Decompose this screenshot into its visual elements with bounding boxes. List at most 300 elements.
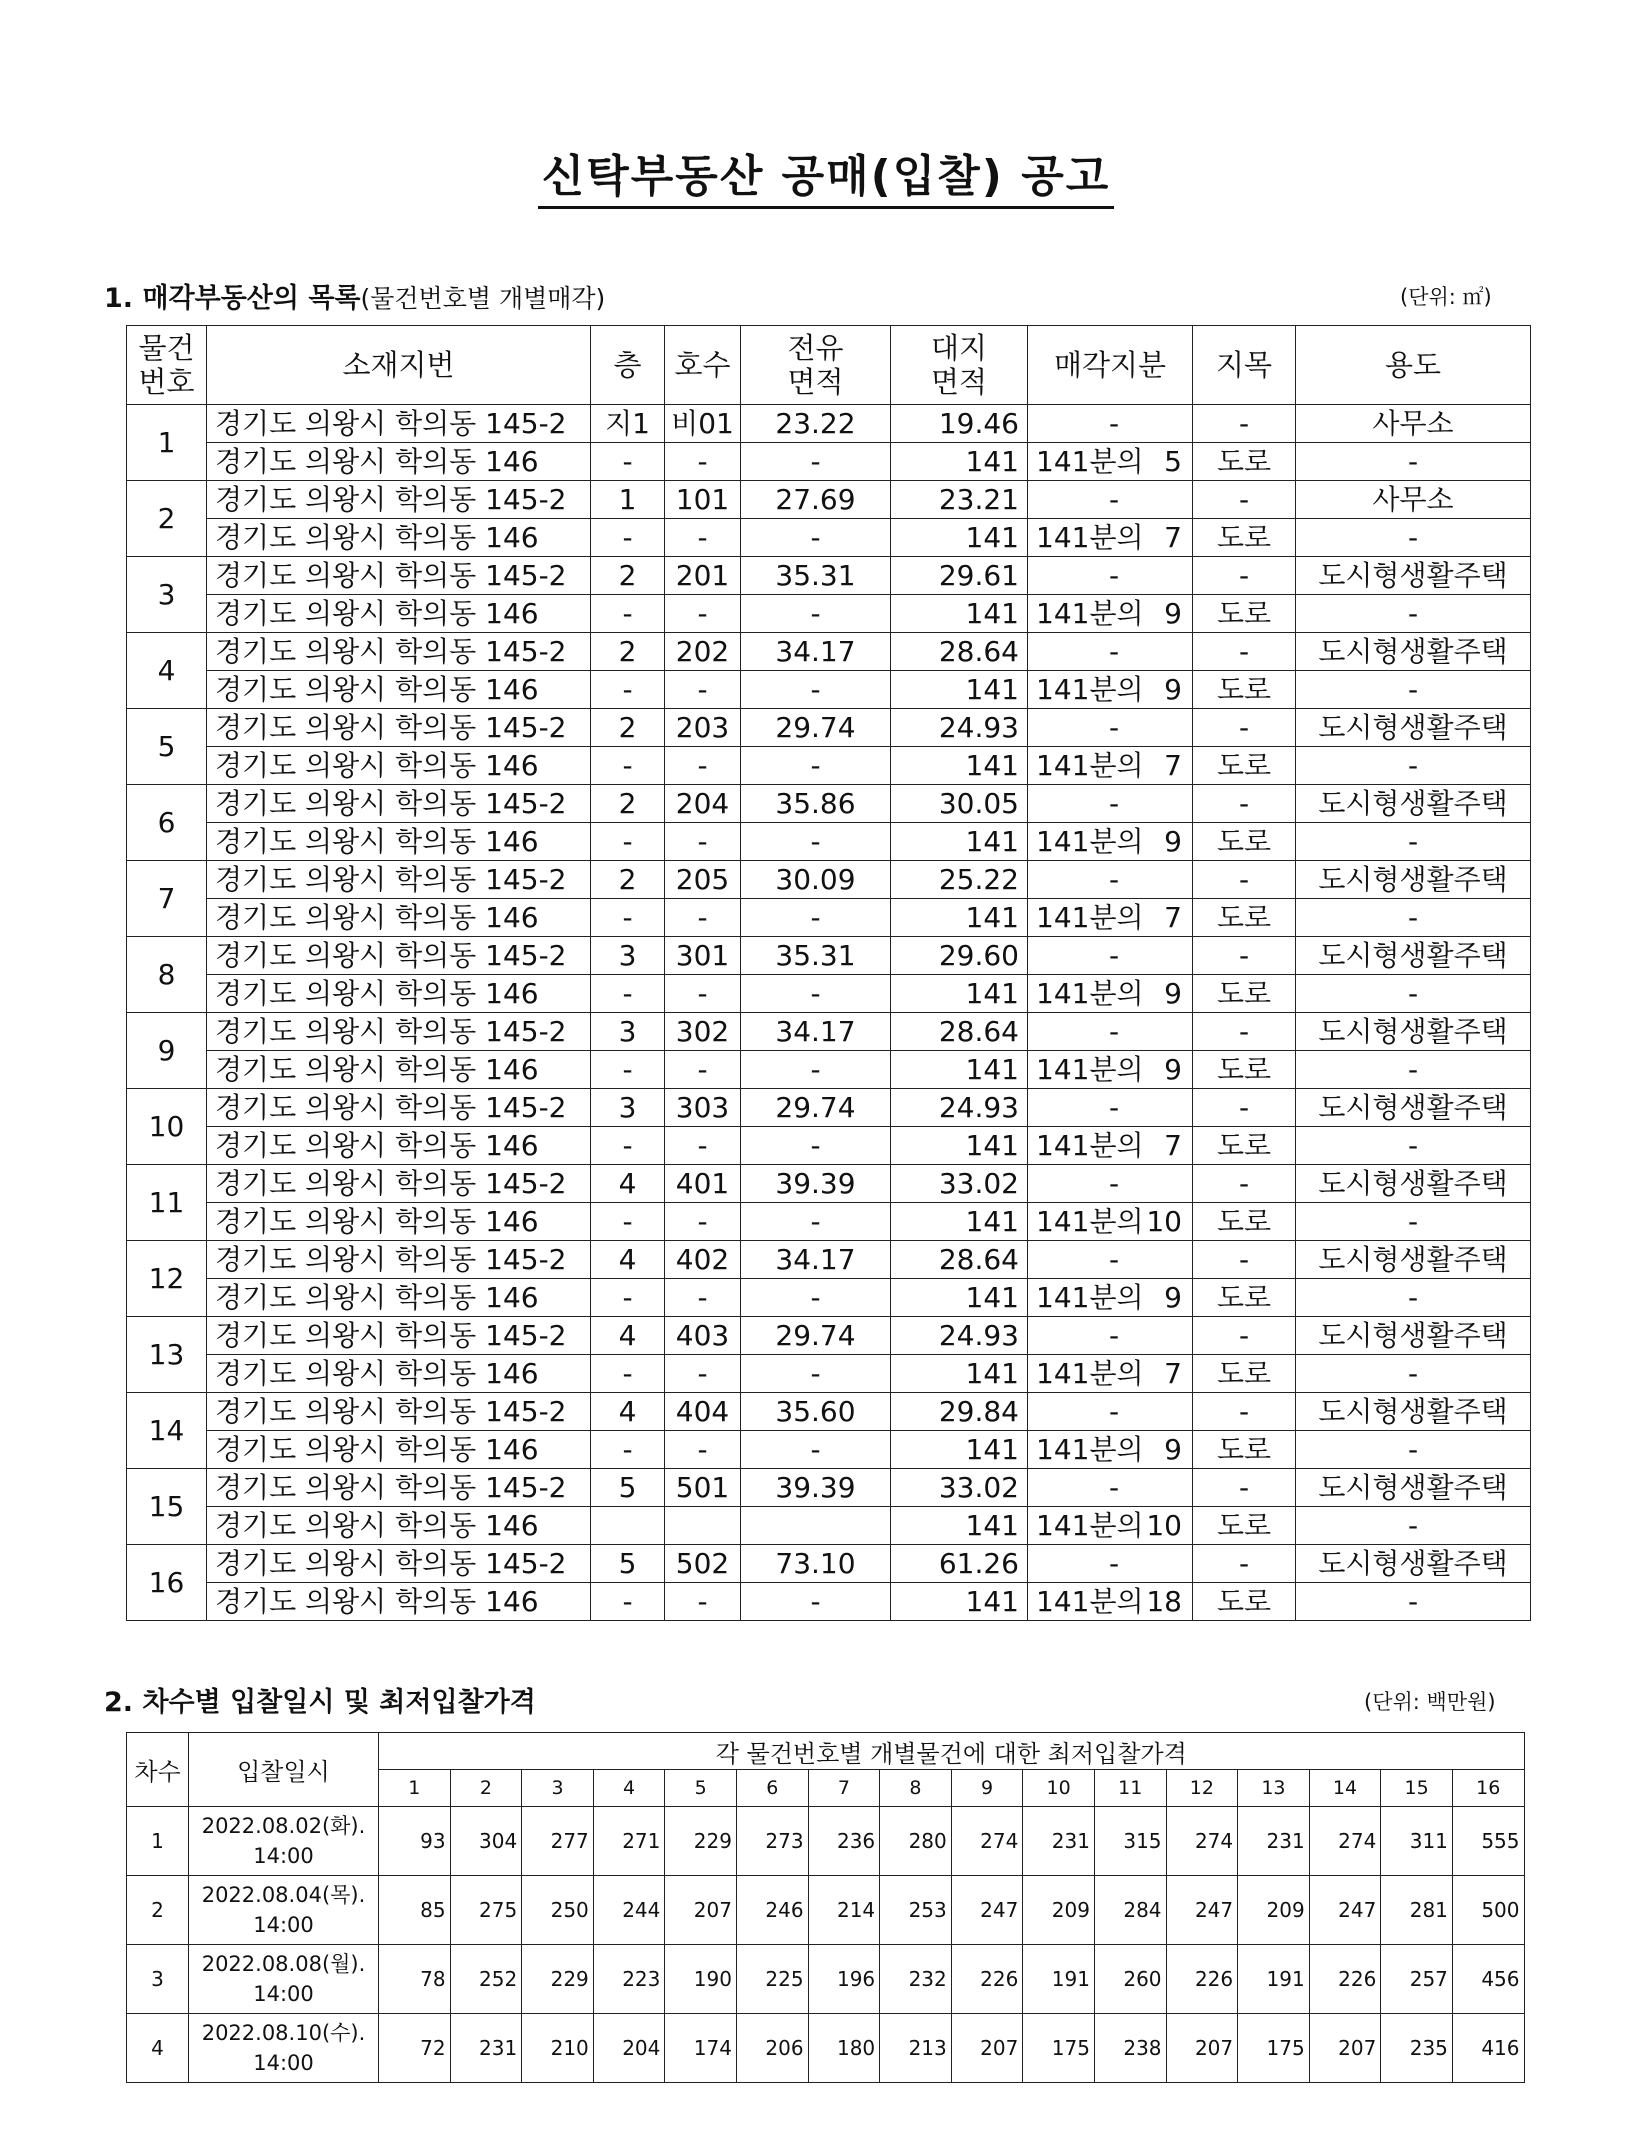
section1-heading: 1. 매각부동산의 목록(물건번호별 개별매각) — [104, 283, 606, 314]
address-cell: 경기도 의왕시 학의동 145-2 — [207, 937, 591, 975]
land-area-cell: 23.21 — [891, 481, 1028, 519]
land-area-cell: 33.02 — [891, 1469, 1028, 1507]
share-cell — [1028, 1089, 1193, 1127]
category-cell: - — [1193, 405, 1296, 443]
use-cell: - — [1296, 1127, 1531, 1165]
share-cell — [1028, 1431, 1193, 1469]
bid-time: 14:00 — [253, 1982, 314, 2006]
floor-cell: 4 — [591, 1317, 665, 1355]
item-number: 6 — [127, 785, 207, 861]
address-cell: 경기도 의왕시 학의동 146 — [207, 747, 591, 785]
share-numerator: 10 — [1146, 1205, 1182, 1238]
use-cell: - — [1296, 595, 1531, 633]
address-cell: 경기도 의왕시 학의동 145-2 — [207, 633, 591, 671]
price-cell: 253 — [880, 1876, 952, 1945]
price-cell: 311 — [1381, 1807, 1453, 1876]
use-cell: 도시형생활주택 — [1296, 861, 1531, 899]
price-cell: 207 — [665, 1876, 737, 1945]
table-row — [127, 1203, 1531, 1241]
exclusive-area-cell: 30.09 — [741, 861, 891, 899]
share-cell — [1028, 1317, 1193, 1355]
item-number: 11 — [127, 1165, 207, 1241]
address-cell: 경기도 의왕시 학의동 146 — [207, 519, 591, 557]
share-text: - — [1108, 1319, 1120, 1352]
floor-cell: 4 — [591, 1393, 665, 1431]
price-cell: 456 — [1452, 1945, 1524, 2014]
price-header-row — [127, 1733, 1525, 1770]
price-cell: 277 — [522, 1807, 594, 1876]
table-row — [127, 823, 1531, 861]
table-row — [127, 1876, 1525, 1945]
share-text: - — [1108, 407, 1120, 440]
room-cell: - — [665, 823, 741, 861]
land-area-cell: 141 — [891, 1279, 1028, 1317]
floor-cell: 1 — [591, 481, 665, 519]
land-area-cell: 30.05 — [891, 785, 1028, 823]
share-numerator: 7 — [1164, 749, 1182, 782]
header-item-number: 15 — [1381, 1770, 1453, 1807]
exclusive-area-cell: 35.60 — [741, 1393, 891, 1431]
category-cell: - — [1193, 557, 1296, 595]
room-cell: 301 — [665, 937, 741, 975]
use-cell: - — [1296, 823, 1531, 861]
price-cell: 190 — [665, 1945, 737, 2014]
share-cell — [1028, 1241, 1193, 1279]
price-cell: 252 — [450, 1945, 522, 2014]
share-numerator: 9 — [1164, 825, 1182, 858]
bid-date: 2022.08.08(월). — [201, 1952, 366, 1976]
room-cell: - — [665, 1127, 741, 1165]
header-item-number: 4 — [593, 1770, 665, 1807]
table-row — [127, 747, 1531, 785]
category-cell: - — [1193, 1317, 1296, 1355]
address-cell: 경기도 의왕시 학의동 145-2 — [207, 481, 591, 519]
price-cell: 214 — [808, 1876, 880, 1945]
table-row — [127, 975, 1531, 1013]
price-cell: 229 — [522, 1945, 594, 2014]
exclusive-area-cell: 29.74 — [741, 709, 891, 747]
table-row — [127, 709, 1531, 747]
item-number: 13 — [127, 1317, 207, 1393]
share-cell — [1028, 1469, 1193, 1507]
exclusive-area-cell: - — [741, 1583, 891, 1621]
category-cell: 도로 — [1193, 899, 1296, 937]
land-area-cell: 141 — [891, 519, 1028, 557]
share-text: 141분의 — [1036, 749, 1144, 782]
table-row — [127, 937, 1531, 975]
land-area-cell: 29.84 — [891, 1393, 1028, 1431]
price-cell: 226 — [951, 1945, 1023, 2014]
land-area-cell: 141 — [891, 1127, 1028, 1165]
datetime-cell — [189, 1945, 379, 2014]
share-numerator: 9 — [1164, 597, 1182, 630]
share-text: - — [1108, 1091, 1120, 1124]
table-row — [127, 481, 1531, 519]
use-cell: - — [1296, 519, 1531, 557]
table-row — [127, 1545, 1531, 1583]
price-cell: 226 — [1166, 1945, 1238, 2014]
price-cell: 271 — [593, 1807, 665, 1876]
share-text: - — [1108, 1243, 1120, 1276]
floor-cell: - — [591, 671, 665, 709]
header-no: 물건 번호 — [127, 326, 207, 405]
table-row — [127, 519, 1531, 557]
land-area-cell: 28.64 — [891, 1013, 1028, 1051]
address-cell: 경기도 의왕시 학의동 146 — [207, 1127, 591, 1165]
header-price-group: 각 물건번호별 개별물건에 대한 최저입찰가격 — [379, 1733, 1525, 1770]
exclusive-area-cell: 35.31 — [741, 557, 891, 595]
table-row — [127, 785, 1531, 823]
room-cell: 401 — [665, 1165, 741, 1203]
header-item-number: 13 — [1238, 1770, 1310, 1807]
share-text: 141분의 — [1036, 825, 1144, 858]
table-row — [127, 1393, 1531, 1431]
exclusive-area-cell: 39.39 — [741, 1165, 891, 1203]
land-area-cell: 141 — [891, 1431, 1028, 1469]
category-cell: 도로 — [1193, 595, 1296, 633]
use-cell: - — [1296, 1051, 1531, 1089]
share-text: - — [1108, 1471, 1120, 1504]
price-cell: 257 — [1381, 1945, 1453, 2014]
table-header-row — [127, 326, 1531, 405]
category-cell: - — [1193, 785, 1296, 823]
address-cell: 경기도 의왕시 학의동 145-2 — [207, 861, 591, 899]
price-cell: 273 — [736, 1807, 808, 1876]
round-cell: 2 — [127, 1876, 189, 1945]
exclusive-area-cell: 23.22 — [741, 405, 891, 443]
exclusive-area-cell: 34.17 — [741, 1013, 891, 1051]
use-cell: - — [1296, 899, 1531, 937]
bid-price-table — [126, 1732, 1525, 2083]
category-cell: - — [1193, 1089, 1296, 1127]
price-cell: 209 — [1238, 1876, 1310, 1945]
floor-cell: 2 — [591, 709, 665, 747]
use-cell: 도시형생활주택 — [1296, 1469, 1531, 1507]
category-cell: 도로 — [1193, 975, 1296, 1013]
room-cell: 202 — [665, 633, 741, 671]
exclusive-area-cell: - — [741, 1355, 891, 1393]
header-use: 용도 — [1296, 326, 1531, 405]
land-area-cell: 141 — [891, 1355, 1028, 1393]
price-cell: 244 — [593, 1876, 665, 1945]
share-text: - — [1108, 711, 1120, 744]
price-cell: 246 — [736, 1876, 808, 1945]
room-cell: - — [665, 1355, 741, 1393]
share-cell — [1028, 633, 1193, 671]
use-cell: 도시형생활주택 — [1296, 1165, 1531, 1203]
price-cell: 315 — [1094, 1807, 1166, 1876]
floor-cell: - — [591, 975, 665, 1013]
exclusive-area-cell: 39.39 — [741, 1469, 891, 1507]
category-cell: 도로 — [1193, 823, 1296, 861]
header-room: 호수 — [665, 326, 741, 405]
price-cell: 304 — [450, 1807, 522, 1876]
price-cell: 72 — [379, 2014, 451, 2083]
section2-heading: 2. 차수별 입찰일시 및 최저입찰가격 — [104, 1687, 536, 1718]
floor-cell: 2 — [591, 861, 665, 899]
share-numerator: 9 — [1164, 1433, 1182, 1466]
use-cell: 도시형생활주택 — [1296, 1241, 1531, 1279]
round-cell: 4 — [127, 2014, 189, 2083]
category-cell: - — [1193, 1393, 1296, 1431]
exclusive-area-cell — [741, 1507, 891, 1545]
share-text: - — [1108, 1547, 1120, 1580]
room-cell: - — [665, 1583, 741, 1621]
header-item-number: 9 — [951, 1770, 1023, 1807]
use-cell: 도시형생활주택 — [1296, 1089, 1531, 1127]
item-number: 2 — [127, 481, 207, 557]
category-cell: 도로 — [1193, 443, 1296, 481]
header-item-number: 1 — [379, 1770, 451, 1807]
header-address: 소재지번 — [207, 326, 591, 405]
price-cell: 231 — [1023, 1807, 1095, 1876]
header-round: 차수 — [127, 1733, 189, 1807]
exclusive-area-cell: 73.10 — [741, 1545, 891, 1583]
room-cell: - — [665, 671, 741, 709]
share-cell — [1028, 1127, 1193, 1165]
price-cell: 229 — [665, 1807, 737, 1876]
land-area-cell: 141 — [891, 595, 1028, 633]
price-cell: 191 — [1023, 1945, 1095, 2014]
round-cell: 1 — [127, 1807, 189, 1876]
use-cell: 도시형생활주택 — [1296, 785, 1531, 823]
floor-cell: 5 — [591, 1469, 665, 1507]
share-cell — [1028, 1545, 1193, 1583]
price-cell: 231 — [450, 2014, 522, 2083]
floor-cell: 4 — [591, 1241, 665, 1279]
category-cell: - — [1193, 1241, 1296, 1279]
table-row — [127, 595, 1531, 633]
share-cell — [1028, 1203, 1193, 1241]
property-list-table — [126, 325, 1531, 1621]
round-cell: 3 — [127, 1945, 189, 2014]
address-cell: 경기도 의왕시 학의동 145-2 — [207, 557, 591, 595]
share-cell — [1028, 405, 1193, 443]
floor-cell: 3 — [591, 1013, 665, 1051]
share-cell — [1028, 1355, 1193, 1393]
share-cell — [1028, 557, 1193, 595]
exclusive-area-cell: 27.69 — [741, 481, 891, 519]
share-cell — [1028, 861, 1193, 899]
use-cell: 도시형생활주택 — [1296, 1317, 1531, 1355]
price-cell: 175 — [1238, 2014, 1310, 2083]
land-area-cell: 141 — [891, 1051, 1028, 1089]
price-cell: 232 — [880, 1945, 952, 2014]
table-row — [127, 1279, 1531, 1317]
item-number: 5 — [127, 709, 207, 785]
address-cell: 경기도 의왕시 학의동 145-2 — [207, 785, 591, 823]
item-number: 3 — [127, 557, 207, 633]
category-cell: 도로 — [1193, 1355, 1296, 1393]
price-cell: 416 — [1452, 2014, 1524, 2083]
price-cell: 235 — [1381, 2014, 1453, 2083]
land-area-cell: 29.61 — [891, 557, 1028, 595]
price-cell: 260 — [1094, 1945, 1166, 2014]
share-text: - — [1108, 1015, 1120, 1048]
price-cell: 555 — [1452, 1807, 1524, 1876]
table-row — [127, 1807, 1525, 1876]
price-cell: 231 — [1238, 1807, 1310, 1876]
address-cell: 경기도 의왕시 학의동 146 — [207, 443, 591, 481]
category-cell: 도로 — [1193, 1203, 1296, 1241]
price-cell: 223 — [593, 1945, 665, 2014]
address-cell: 경기도 의왕시 학의동 146 — [207, 1355, 591, 1393]
header-item-number: 3 — [522, 1770, 594, 1807]
floor-cell: 5 — [591, 1545, 665, 1583]
share-cell — [1028, 671, 1193, 709]
category-cell: 도로 — [1193, 747, 1296, 785]
price-cell: 247 — [1166, 1876, 1238, 1945]
use-cell: - — [1296, 1431, 1531, 1469]
category-cell: - — [1193, 633, 1296, 671]
header-item-number: 8 — [880, 1770, 952, 1807]
address-cell: 경기도 의왕시 학의동 145-2 — [207, 1393, 591, 1431]
share-text: 141분의 — [1036, 445, 1144, 478]
use-cell: 도시형생활주택 — [1296, 1013, 1531, 1051]
category-cell: 도로 — [1193, 1127, 1296, 1165]
header-item-number: 6 — [736, 1770, 808, 1807]
share-numerator: 5 — [1164, 445, 1182, 478]
address-cell: 경기도 의왕시 학의동 145-2 — [207, 405, 591, 443]
use-cell: 도시형생활주택 — [1296, 709, 1531, 747]
floor-cell: - — [591, 823, 665, 861]
share-text: - — [1108, 1167, 1120, 1200]
item-number: 12 — [127, 1241, 207, 1317]
share-text: - — [1108, 559, 1120, 592]
address-cell: 경기도 의왕시 학의동 145-2 — [207, 1317, 591, 1355]
price-cell: 247 — [951, 1876, 1023, 1945]
address-cell: 경기도 의왕시 학의동 145-2 — [207, 1545, 591, 1583]
address-cell: 경기도 의왕시 학의동 145-2 — [207, 709, 591, 747]
floor-cell: - — [591, 1355, 665, 1393]
price-cell: 207 — [951, 2014, 1023, 2083]
category-cell: 도로 — [1193, 519, 1296, 557]
land-area-cell: 141 — [891, 1203, 1028, 1241]
room-cell: 101 — [665, 481, 741, 519]
share-cell — [1028, 1013, 1193, 1051]
table-row — [127, 671, 1531, 709]
room-cell — [665, 1507, 741, 1545]
header-land-area: 대지 면적 — [891, 326, 1028, 405]
floor-cell: 2 — [591, 785, 665, 823]
use-cell: 도시형생활주택 — [1296, 557, 1531, 595]
category-cell: - — [1193, 1165, 1296, 1203]
bid-price-body — [127, 1807, 1525, 2083]
price-cell: 204 — [593, 2014, 665, 2083]
table-row — [127, 1089, 1531, 1127]
category-cell: 도로 — [1193, 1279, 1296, 1317]
exclusive-area-cell: 34.17 — [741, 633, 891, 671]
share-cell — [1028, 709, 1193, 747]
land-area-cell: 141 — [891, 671, 1028, 709]
price-cell: 180 — [808, 2014, 880, 2083]
header-datetime: 입찰일시 — [189, 1733, 379, 1807]
room-cell: 403 — [665, 1317, 741, 1355]
room-cell: 203 — [665, 709, 741, 747]
share-cell — [1028, 519, 1193, 557]
table-row — [127, 1583, 1531, 1621]
item-number: 10 — [127, 1089, 207, 1165]
category-cell: - — [1193, 709, 1296, 747]
table-row — [127, 1317, 1531, 1355]
room-cell: 302 — [665, 1013, 741, 1051]
share-numerator: 9 — [1164, 977, 1182, 1010]
use-cell: - — [1296, 747, 1531, 785]
share-cell — [1028, 1393, 1193, 1431]
use-cell: - — [1296, 1583, 1531, 1621]
exclusive-area-cell: - — [741, 519, 891, 557]
land-area-cell: 28.64 — [891, 1241, 1028, 1279]
land-area-cell: 25.22 — [891, 861, 1028, 899]
share-numerator: 9 — [1164, 1281, 1182, 1314]
share-text: 141분의 — [1036, 1585, 1144, 1618]
use-cell: - — [1296, 1355, 1531, 1393]
room-cell: - — [665, 899, 741, 937]
floor-cell — [591, 1507, 665, 1545]
exclusive-area-cell: - — [741, 975, 891, 1013]
address-cell: 경기도 의왕시 학의동 145-2 — [207, 1241, 591, 1279]
floor-cell: - — [591, 443, 665, 481]
share-text: - — [1108, 863, 1120, 896]
share-text: 141분의 — [1036, 673, 1144, 706]
item-number: 16 — [127, 1545, 207, 1621]
section2-unit: (단위: 백만원) — [1364, 1690, 1496, 1714]
share-cell — [1028, 975, 1193, 1013]
price-cell: 85 — [379, 1876, 451, 1945]
price-cell: 225 — [736, 1945, 808, 2014]
address-cell: 경기도 의왕시 학의동 146 — [207, 595, 591, 633]
share-text: 141분의 — [1036, 1509, 1144, 1542]
table-row — [127, 633, 1531, 671]
address-cell: 경기도 의왕시 학의동 146 — [207, 1279, 591, 1317]
exclusive-area-cell: 29.74 — [741, 1089, 891, 1127]
share-cell — [1028, 785, 1193, 823]
address-cell: 경기도 의왕시 학의동 146 — [207, 671, 591, 709]
address-cell: 경기도 의왕시 학의동 146 — [207, 823, 591, 861]
price-cell: 78 — [379, 1945, 451, 2014]
share-numerator: 18 — [1146, 1585, 1182, 1618]
room-cell: - — [665, 1051, 741, 1089]
section1-heading-sub: (물건번호별 개별매각) — [360, 284, 606, 313]
floor-cell: - — [591, 595, 665, 633]
datetime-cell — [189, 1876, 379, 1945]
floor-cell: 2 — [591, 633, 665, 671]
share-text: 141분의 — [1036, 1357, 1144, 1390]
exclusive-area-cell: - — [741, 443, 891, 481]
room-cell: - — [665, 1203, 741, 1241]
share-text: 141분의 — [1036, 1205, 1144, 1238]
table-row — [127, 1165, 1531, 1203]
header-item-number: 16 — [1452, 1770, 1524, 1807]
land-area-cell: 141 — [891, 443, 1028, 481]
share-cell — [1028, 1165, 1193, 1203]
price-cell: 207 — [1166, 2014, 1238, 2083]
land-area-cell: 141 — [891, 899, 1028, 937]
share-text: - — [1108, 939, 1120, 972]
room-cell: 501 — [665, 1469, 741, 1507]
floor-cell: - — [591, 1583, 665, 1621]
exclusive-area-cell: - — [741, 747, 891, 785]
bid-date: 2022.08.04(목). — [201, 1883, 366, 1907]
share-numerator: 7 — [1164, 1357, 1182, 1390]
header-exclusive-area: 전유 면적 — [741, 326, 891, 405]
exclusive-area-cell: - — [741, 899, 891, 937]
share-numerator: 7 — [1164, 901, 1182, 934]
exclusive-area-cell: - — [741, 1051, 891, 1089]
table-row — [127, 443, 1531, 481]
land-area-cell: 19.46 — [891, 405, 1028, 443]
price-cell: 226 — [1309, 1945, 1381, 2014]
